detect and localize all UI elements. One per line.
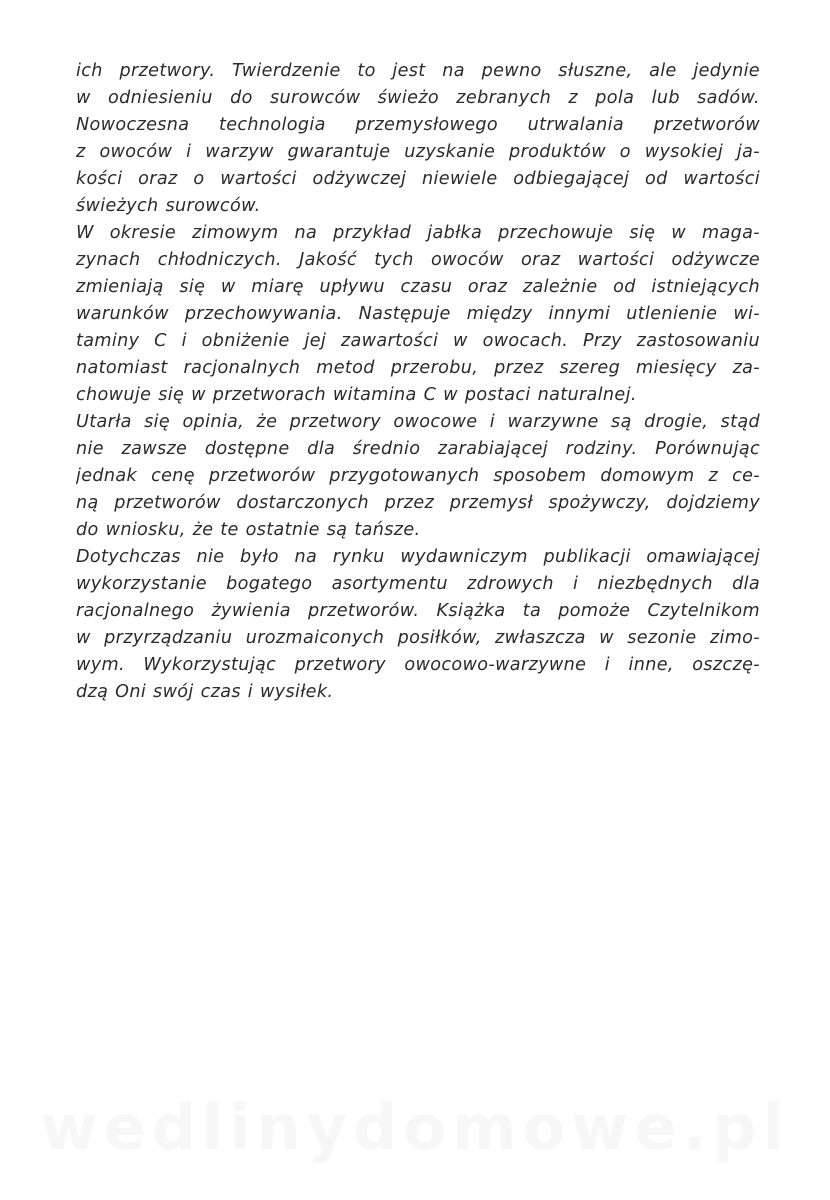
- text-line: taminy C i obniżenie jej zawartości w owocach. Przy zastosowaniu: [76, 331, 760, 351]
- text-line: zynach chłodniczych. Jakość tych owoców oraz wartości odżywcze: [76, 250, 760, 270]
- text-line: wykorzystanie bogatego asortymentu zdrowych i niezbędnych dla: [76, 574, 760, 594]
- text-line: W okresie zimowym na przykład jabłka przechowuje się w maga-: [76, 223, 760, 243]
- text-line: świeżych surowców.: [76, 196, 261, 216]
- text-line: Dotychczas nie było na rynku wydawniczym publikacji omawiającej: [76, 547, 760, 567]
- text-line: chowuje się w przetworach witamina C w postaci naturalnej.: [76, 385, 637, 405]
- text-line: natomiast racjonalnych metod przerobu, przez szereg miesięcy za-: [76, 358, 760, 378]
- text-line: ną przetworów dostarczonych przez przemysł spożywczy, dojdziemy: [76, 493, 760, 513]
- text-line: racjonalnego żywienia przetworów. Książka ta pomoże Czytelnikom: [76, 601, 760, 621]
- text-line: Nowoczesna technologia przemysłowego utrwalania przetworów: [76, 115, 760, 135]
- text-line: dzą Oni swój czas i wysiłek.: [76, 682, 334, 702]
- text-line: nie zawsze dostępne dla średnio zarabiającej rodziny. Porównując: [76, 439, 760, 459]
- text-line: zmieniają się w miarę upływu czasu oraz zależnie od istniejących: [76, 277, 760, 297]
- text-line: w przyrządzaniu urozmaiconych posiłków, zwłaszcza w sezonie zimo-: [76, 628, 760, 648]
- text-line: wym. Wykorzystując przetwory owocowo-warzywne i inne, oszczę-: [76, 655, 760, 675]
- text-line: z owoców i warzyw gwarantuje uzyskanie produktów o wysokiej ja-: [76, 142, 760, 162]
- text-line: ich przetwory. Twierdzenie to jest na pewno słuszne, ale jedynie: [76, 61, 760, 81]
- text-line: Utarła się opinia, że przetwory owocowe i warzywne są drogie, stąd: [76, 412, 760, 432]
- text-line: warunków przechowywania. Następuje między innymi utlenienie wi-: [76, 304, 760, 324]
- text-line: jednak cenę przetworów przygotowanych sposobem domowym z ce-: [76, 466, 760, 486]
- text-line: kości oraz o wartości odżywczej niewiele odbiegającej od wartości: [76, 169, 760, 189]
- text-line: do wniosku, że te ostatnie są tańsze.: [76, 520, 421, 540]
- body-text: [76, 58, 760, 706]
- text-line: w odniesieniu do surowców świeżo zebranych z pola lub sadów.: [76, 88, 760, 108]
- watermark: wedlinydomowe.pl: [40, 1091, 790, 1164]
